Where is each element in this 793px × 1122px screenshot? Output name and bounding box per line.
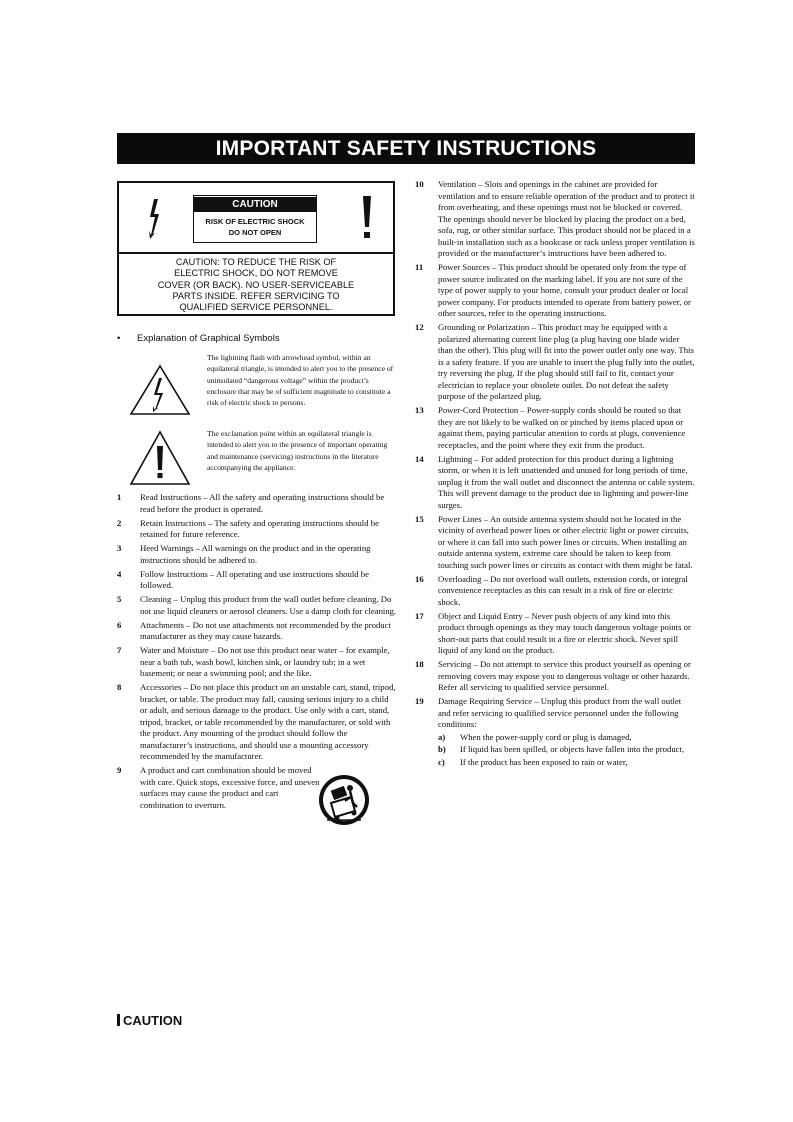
risk-line-2: DO NOT OPEN (228, 228, 282, 237)
caution-line: QUALIFIED SERVICE PERSONNEL. (179, 302, 333, 313)
list-item (117, 594, 397, 617)
item-number: 4 (117, 568, 122, 579)
item-number: 14 (415, 453, 424, 464)
item-text: Heed Warnings – All warnings on the product and in the operating instructions should be adhered to. (140, 543, 371, 565)
caution-line: CAUTION: TO REDUCE THE RISK OF (175, 257, 337, 267)
item-text: Follow Instructions – All operating and use instructions should be followed. (140, 568, 369, 590)
footer-bar (117, 1014, 120, 1026)
item-number: 5 (117, 594, 122, 604)
list-item (415, 405, 695, 451)
list-item (117, 645, 397, 680)
exclamation-warning-icon (355, 193, 379, 243)
list-item (415, 262, 695, 320)
instructions-list-right (415, 179, 695, 771)
sub-item (438, 744, 695, 756)
item-number: 1 (117, 492, 122, 502)
item-number: 2 (117, 517, 122, 528)
sub-item (438, 732, 695, 744)
item-body (438, 696, 695, 768)
caution-box (117, 181, 395, 316)
item-number: 13 (415, 405, 424, 415)
caution-line: ELECTRIC SHOCK, DO NOT REMOVE (174, 268, 338, 279)
item-text: A product and cart combination should be moved with care. Quick stops, excessive force, and uneven surfaces may cause the product and cart combination to overturn. (140, 765, 320, 810)
list-item (415, 322, 695, 403)
item-number: 3 (117, 543, 122, 553)
lightning-warning-icon (132, 193, 176, 243)
list-item (117, 569, 397, 592)
exclamation-explanation: The exclamation point within an equilateral triangle is intended to alert you to the presence of important operating and maintenance (servicing) instructions in the literature accompanying the appliance. (207, 429, 388, 472)
caution-label: CAUTION (194, 197, 316, 212)
item-number: 19 (415, 696, 424, 706)
item-text: Read Instructions – All the safety and operating instructions should be read before the product is operated. (140, 492, 385, 514)
item-number: 6 (117, 619, 122, 630)
item-text: Object and Liquid Entry – Never push objects of any kind into this product through openings as they may touch dangerous voltage points or short-out parts that could result in a fire or electric shock. Never spill liquid of any kind on the product. (438, 610, 691, 655)
list-item (117, 765, 397, 811)
list-item (117, 620, 397, 643)
item-number: 12 (415, 322, 424, 332)
list-item (415, 574, 695, 609)
item-text: Overloading – Do not overload wall outlets, extension cords, or integral convenience receptacles as this can result in a risk of fire or electric shock. (438, 573, 688, 607)
item-number: 18 (415, 659, 424, 669)
sub-item-text: If liquid has been spilled, or objects have fallen into the product, (460, 744, 685, 754)
item-number: 8 (117, 682, 122, 692)
risk-text (194, 216, 316, 238)
item-text: Water and Moisture – Do not use this product near water – for example, near a bath tub, wash bowl, kitchen sink, or laundry tub; in a wet basement; or near a swimming pool; and the like. (140, 645, 390, 678)
list-item (415, 659, 695, 694)
footer-label (117, 1013, 182, 1028)
item-text: Cleaning – Unplug this product from the wall outlet before cleaning. Do not use liquid cleaners or aerosol cleaners. Use a damp cloth for cleaning. (140, 594, 397, 616)
list-item (415, 696, 695, 768)
item-number: 11 (415, 262, 424, 272)
sub-item-text: When the power-supply cord or plug is damaged, (460, 731, 632, 742)
footer-text: CAUTION (123, 1013, 183, 1028)
caution-box-header (119, 183, 393, 254)
caution-line: PARTS INSIDE. REFER SERVICING TO (172, 290, 340, 301)
list-item (415, 179, 695, 260)
item-text: Damage Requiring Service – Unplug this product from the wall outlet and refer servicing to qualified service personnel under the following conditions: (438, 696, 682, 729)
list-item (117, 518, 397, 541)
item-number: 10 (415, 179, 424, 189)
sub-item-text: If the product has been exposed to rain or water, (460, 756, 628, 767)
item-text: Lightning – For added protection for this product during a lightning storm, or when it is left unattended and unused for long periods of time, unplug it from the wall outlet and disconnect the antenna or cable system. This will prevent damage to the product due to lightning and power-line surges. (438, 453, 695, 510)
item-number: 9 (117, 765, 122, 775)
item-text: Servicing – Do not attempt to service this product yourself as opening or removing covers may expose you to dangerous voltage or other hazards. Refer all servicing to qualified service personnel. (438, 659, 691, 692)
cart-tip-over-warning-icon (317, 773, 371, 827)
symbols-heading (117, 333, 280, 344)
exclamation-triangle-icon (129, 430, 191, 486)
page-title: IMPORTANT SAFETY INSTRUCTIONS (117, 133, 695, 164)
item-text: Retain Instructions – The safety and operating instructions should be retained for future reference. (140, 517, 379, 539)
sub-item (438, 757, 695, 769)
instructions-list-left (117, 492, 397, 814)
list-item (117, 492, 397, 515)
item-text: Power Lines – An outside antenna system should not be located in the vicinity of overhead power lines or other electric light or power circuits, or where it can fall into such power lines or circuits. When installing an outside antenna system, extreme care should be taken to keep from touching such power lines or circuits as contact with them might be fatal. (438, 513, 693, 570)
sub-item-letter: b) (438, 744, 446, 754)
caution-line: COVER (OR BACK). NO USER-SERVICEABLE (157, 279, 355, 290)
list-item (415, 611, 695, 657)
list-item (117, 543, 397, 566)
bullet: • (117, 333, 121, 344)
item-number: 16 (415, 573, 424, 584)
list-item (117, 682, 397, 763)
item-number: 7 (117, 645, 122, 655)
lightning-triangle-icon (129, 364, 191, 416)
sub-item-letter: a) (438, 731, 446, 742)
sub-item-letter: c) (438, 756, 445, 767)
lightning-explanation: The lightning flash with arrowhead symbol, within an equilateral triangle, is intended to alert you to the presence of uninsulated “dangerous voltage” within the product’s enclosure that may be of sufficient magnitude to constitute a risk of electric shock to persons. (207, 353, 394, 408)
risk-line-1: RISK OF ELECTRIC SHOCK (205, 217, 305, 226)
item-number: 17 (415, 610, 424, 621)
list-item (415, 454, 695, 512)
item-text: Attachments – Do not use attachments not recommended by the product manufacturer as they may cause hazards. (140, 619, 391, 641)
item-text: Ventilation – Slots and openings in the cabinet are provided for ventilation and to ensure reliable operation of the product and to protect it from overheating, and these openings must not be blocked or covered. The openings should never be blocked by placing the product on a bed, sofa, rug, or other similar surface. This product should not be placed in a built-in installation such as a bookcase or rack unless proper ventilation is provided or the manufacturer’s instructions have been adhered to. (438, 179, 695, 258)
symbols-heading-text: Explanation of Graphical Symbols (137, 333, 280, 344)
list-item (415, 514, 695, 572)
item-text: Power Sources – This product should be operated only from the type of power source indicated on the marking label. If you are not sure of the type of power supply to your home, consult your product dealer or local power company. For products intended to operate from battery power, or other sources, refer to the operating instructions. (438, 262, 691, 318)
item-number: 15 (415, 513, 424, 524)
item-text: Grounding or Polarization – This product may be equipped with a polarized alternating current line plug (a plug having one blade wider than the other). This plug will fit into the power outlet only one way. This is a safety feature. If you are unable to insert the plug fully into the outlet, try reversing the plug. If the plug should still fail to fit, contact your electrician to replace your obsolete outlet. Do not defeat the safety purpose of the polarized plug. (438, 322, 695, 401)
item-text: Power-Cord Protection – Power-supply cords should be routed so that they are not likely to be walked on or pinched by items placed upon or against them, paying particular attention to cords at plugs, convenience receptacles, and the point where they exit from the product. (438, 405, 686, 450)
caution-text (119, 257, 393, 313)
item-text: Accessories – Do not place this product on an unstable cart, stand, tripod, bracket, or table. The product may fall, causing serious injury to a child or adult, and serious damage to the product. Use only with a cart, stand, tripod, bracket, or table recommended by the manufacturer, or sold with the product. Any mounting of the product should follow the manufacturer’s instructions, and should use a mounting accessory recommended by the manufacturer. (140, 682, 396, 761)
